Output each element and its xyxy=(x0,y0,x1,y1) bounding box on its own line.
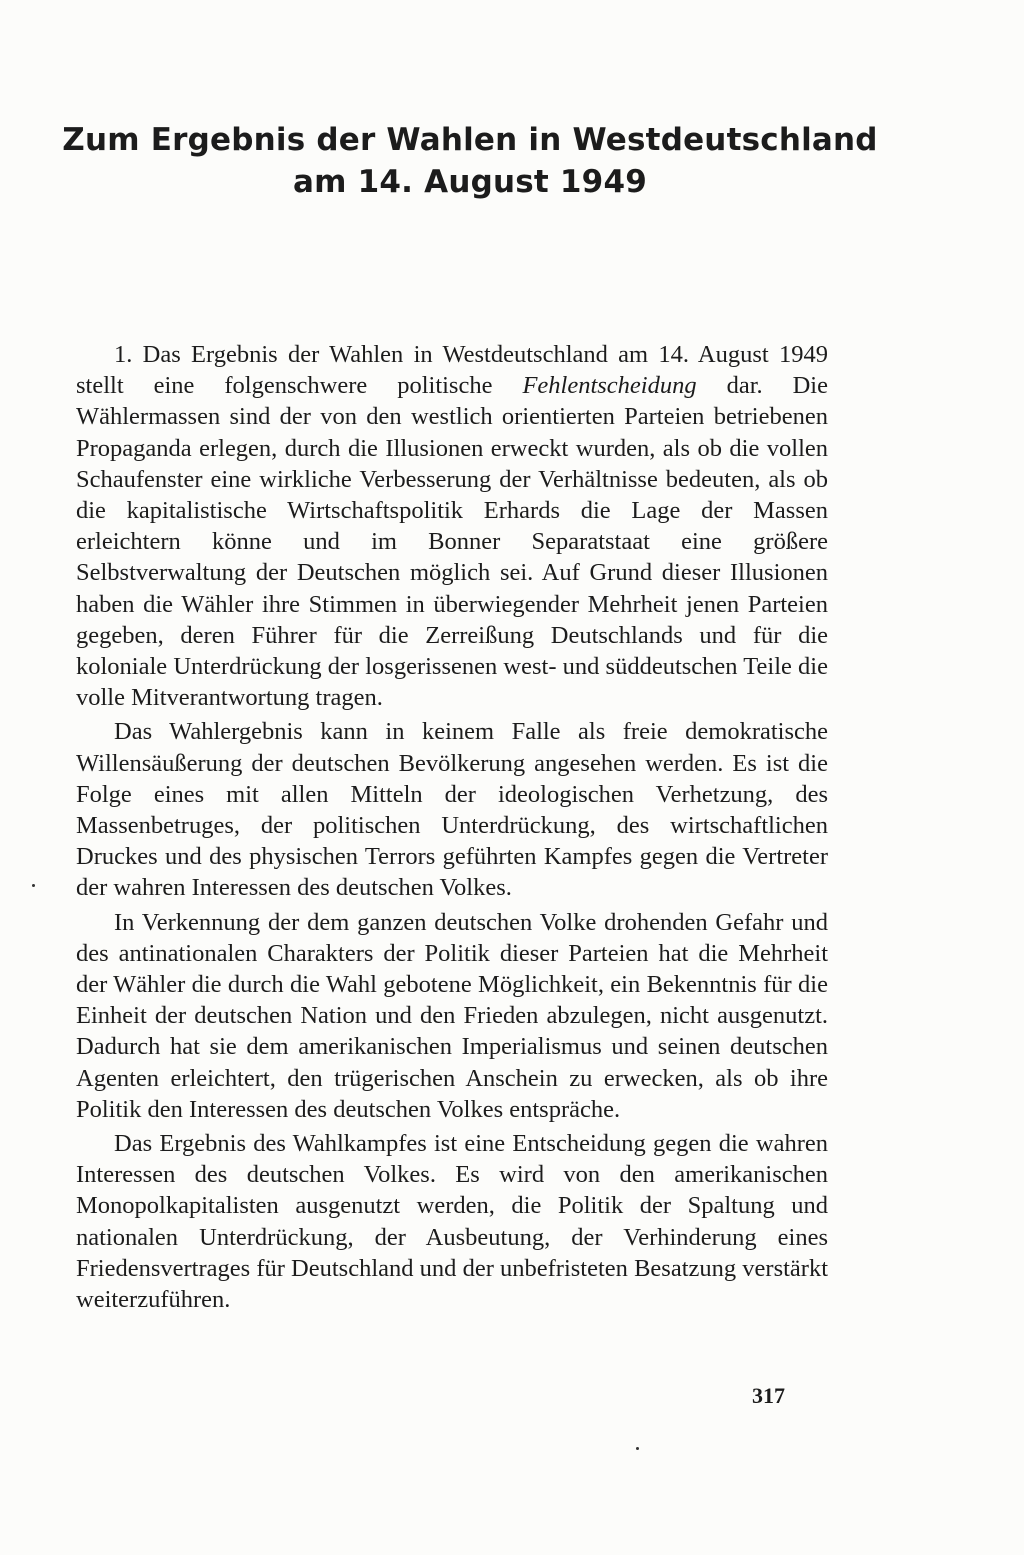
page-title-line-2: am 14. August 1949 xyxy=(293,164,647,200)
print-speck xyxy=(636,1447,639,1450)
paragraph-1-rest: dar. Die Wählermassen sind der von den westlich orientierten Parteien betriebenen Propaganda erlegen, durch die Illusionen erweckt wurden, als ob die vollen Schaufenster eine wirkliche Verbesserung der Verhältnisse bedeuten, als ob die kapitalistische Wirtschaftspolitik Erhards die Lage der Massen erleichtern könne und im Bonner Separatstaat eine größere Selbstverwaltung der Deutschen möglich sei. Auf Grund dieser Illusionen haben die Wähler ihre Stimmen in überwiegender Mehrheit jenen Parteien gegeben, deren Führer für die Zerreißung Deutschlands und für die koloniale Unterdrückung der losgerissenen west- und süddeutschen Teile die volle Mitverantwortung tragen. xyxy=(76,372,828,712)
body-text xyxy=(76,339,828,1315)
emphasized-term: Fehlentscheidung xyxy=(522,372,697,400)
page-number: 317 xyxy=(752,1383,785,1408)
paragraph-3: In Verkennung der dem ganzen deutschen Volke drohenden Gefahr und des antinationalen Charakters der Politik dieser Parteien hat die Mehrheit der Wähler die durch die Wahl gebotene Möglichkeit, ein Bekenntnis für die Einheit der deutschen Nation und den Frieden abzulegen, nicht ausgenutzt. Dadurch hat sie dem amerikanischen Imperialismus und seinen deutschen Agenten erleichtert, den trügerischen Anschein zu erwecken, als ob ihre Politik den Interessen des deutschen Volkes entspräche. xyxy=(76,908,828,1123)
paragraph-1-start: 1. Das Ergebnis der Wahlen in Westdeutschland am 14. August 1949 stellt eine folgenschwere politische xyxy=(76,341,828,400)
print-speck xyxy=(32,884,35,887)
paragraph-1 xyxy=(76,339,828,713)
page-title-line-1: Zum Ergebnis der Wahlen in Westdeutschland xyxy=(62,122,878,158)
paragraph-4: Das Ergebnis des Wahlkampfes ist eine Entscheidung gegen die wahren Interessen des deutschen Volkes. Es wird von den amerikanischen Monopolkapitalisten ausgenutzt werden, die Politik der Spaltung und nationalen Unterdrückung, der Ausbeutung, der Verhinderung eines Friedensvertrages für Deutschland und der unbefristeten Besatzung verstärkt weiterzuführen. xyxy=(76,1130,828,1314)
paragraph-2: Das Wahlergebnis kann in keinem Falle als freie demokratische Willensäußerung der deutschen Bevölkerung angesehen werden. Es ist die Folge eines mit allen Mitteln der ideologischen Verhetzung, des Massenbetruges, der politischen Unterdrückung, des wirtschaftlichen Druckes und des physischen Terrors geführten Kampfes gegen die Vertreter der wahren Interessen des deutschen Volkes. xyxy=(76,718,828,902)
